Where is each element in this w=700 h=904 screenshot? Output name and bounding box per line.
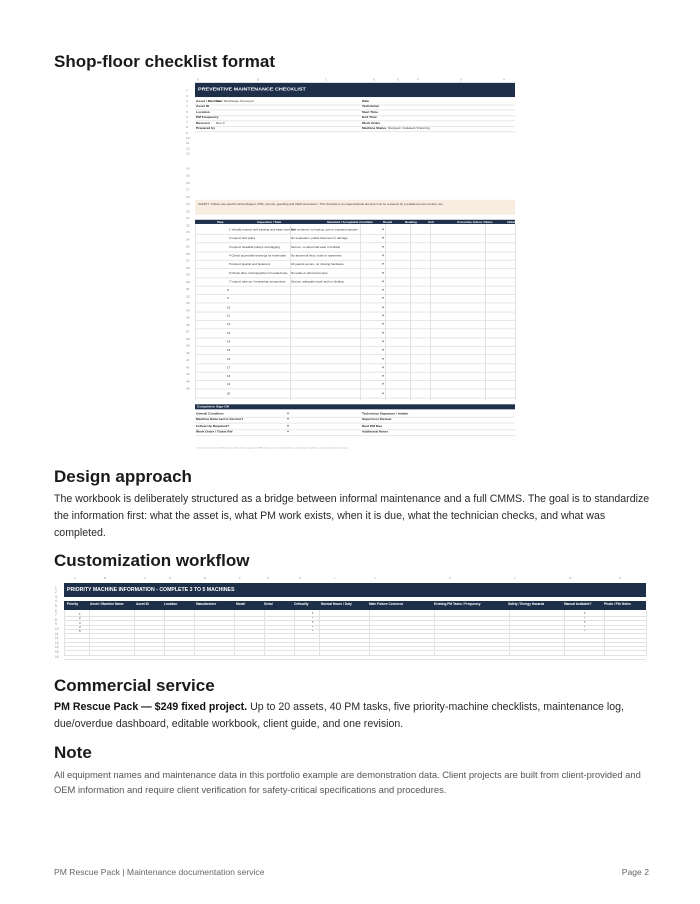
manual-dropdown-marker: ▾ xyxy=(584,628,586,633)
row-number: 39 xyxy=(186,344,190,348)
field-value: Main Discharge Conveyor xyxy=(216,99,254,103)
grid-column-line xyxy=(234,610,235,656)
result-dropdown-marker: ▾ xyxy=(382,373,385,378)
signoff-bar: Completion Sign-Off xyxy=(195,404,515,409)
column-letter: L xyxy=(514,576,516,580)
column-letter: F xyxy=(239,576,241,580)
column-letter: D xyxy=(169,576,172,580)
grid-column-line xyxy=(294,610,295,656)
field-label: Asset ID xyxy=(196,104,210,109)
task-text: 18 xyxy=(227,374,231,378)
grid-line xyxy=(64,615,646,620)
criticality-dropdown-marker: ▾ xyxy=(312,611,314,615)
row-number: 16 xyxy=(186,180,190,185)
grid-column-line xyxy=(194,610,195,656)
row-number: 6 xyxy=(186,115,188,119)
result-dropdown-marker: ▾ xyxy=(382,390,385,395)
row-number: 9 xyxy=(186,131,188,135)
signoff-dropdown-marker: ▾ xyxy=(287,423,290,428)
priority-header-cell: Photo / File Notes xyxy=(604,602,631,606)
row-number: 40 xyxy=(186,351,190,355)
row-number: 12 xyxy=(55,636,59,641)
task-text: 4 Check accessible bearings for heat/noise xyxy=(229,253,287,258)
criticality-dropdown-marker: ▾ xyxy=(312,628,314,633)
row-number: 6 xyxy=(55,608,57,613)
manual-dropdown-marker: ▾ xyxy=(584,619,586,624)
field-label: Revision xyxy=(196,120,210,125)
signoff-label: Work Order / Ticket Ref xyxy=(196,430,233,434)
grid-column-line xyxy=(485,225,486,400)
grid-line xyxy=(195,380,515,381)
task-text: 9 xyxy=(227,296,229,301)
column-letter: B xyxy=(104,576,107,580)
row-number: 30 xyxy=(186,280,190,284)
signoff-label: Overall Condition xyxy=(196,411,224,416)
criticality-dropdown-marker: ▾ xyxy=(312,623,314,628)
grid-column-line xyxy=(369,610,370,656)
grid-line xyxy=(195,320,515,321)
column-letter: M xyxy=(569,576,572,580)
row-number: 27 xyxy=(186,259,190,263)
result-dropdown-marker: ▾ xyxy=(382,321,385,327)
task-text: 2 Inspect belt splice xyxy=(229,236,256,241)
signoff-dropdown-marker: ▾ xyxy=(287,411,290,416)
task-header-cell: Unit xyxy=(428,220,434,224)
section-heading-shop-floor: Shop-floor checklist format xyxy=(54,52,276,71)
priority-number: 3 xyxy=(79,620,81,625)
column-letter: G xyxy=(460,77,463,82)
field-label: PM Frequency xyxy=(196,115,219,119)
grid-column-line xyxy=(290,225,291,400)
row-number: 3 xyxy=(55,594,57,599)
row-number: 7 xyxy=(186,120,188,124)
section-heading-note: Note xyxy=(54,743,92,762)
row-number: 33 xyxy=(186,301,190,305)
task-text: 10 xyxy=(227,305,231,309)
row-number: 11 xyxy=(186,141,190,145)
grid-line xyxy=(195,354,515,355)
row-numbers xyxy=(185,82,192,391)
priority-header-cell: Model xyxy=(236,602,246,606)
commercial-paragraph xyxy=(54,699,654,733)
field-label: Technician xyxy=(362,104,379,109)
safety-note: SAFETY: Follow site-specific lockout/tagout, PPE, permits, guarding and OEM procedures. This checklist is an organizational aid and must be reviewed by a qualified person before use. xyxy=(195,200,515,215)
column-letter: F xyxy=(417,77,419,82)
grid-line xyxy=(64,655,646,656)
result-dropdown-marker: ▾ xyxy=(382,382,385,387)
column-letter: C xyxy=(144,576,147,580)
column-letter: A xyxy=(197,77,200,82)
signoff-label: Supervisor Review xyxy=(362,417,392,422)
result-dropdown-marker: ▾ xyxy=(382,261,385,266)
note-paragraph: All equipment names and maintenance data in this portfolio example are demonstration data. Client projects are built from client-provided and OEM information and require client verification for safety-critical specifications and procedures. xyxy=(54,769,641,795)
task-text: 5 Inspect guards and fasteners xyxy=(229,262,271,266)
priority-number: 2 xyxy=(79,616,81,621)
task-standard: No separation, pulled fasteners or damage xyxy=(291,236,348,241)
grid-line xyxy=(195,131,515,132)
column-header-row xyxy=(185,77,515,82)
signoff-label: Machine Returned to Service? xyxy=(196,417,244,422)
result-dropdown-marker: ▾ xyxy=(382,253,385,258)
row-number: 42 xyxy=(186,365,190,369)
row-number: 41 xyxy=(186,358,190,362)
task-text: 20 xyxy=(227,391,231,395)
column-letter: C xyxy=(325,77,328,82)
grid-line xyxy=(64,620,646,621)
task-text: 1 Visually inspect belt tracking and edge condition xyxy=(229,228,296,232)
grid-column-line xyxy=(195,225,196,400)
grid-line xyxy=(195,435,515,436)
grid-line xyxy=(195,268,515,269)
row-number: 38 xyxy=(186,337,190,341)
commercial-text: Up to 20 assets, 40 PM tasks, five priority-machine checklists, maintenance log, due/overdue dashboard, editable workbook, client guide, and one revision. xyxy=(54,701,624,730)
field-label: Date xyxy=(362,99,370,103)
row-number: 7 xyxy=(55,613,57,618)
grid-line xyxy=(64,625,646,626)
row-number: 43 xyxy=(186,372,190,376)
task-text: 11 xyxy=(227,314,231,318)
result-dropdown-marker: ▾ xyxy=(382,227,385,232)
grid-line xyxy=(64,638,646,639)
grid-line xyxy=(195,115,515,116)
grid-line xyxy=(64,646,646,647)
result-dropdown-marker: ▾ xyxy=(382,270,385,275)
result-dropdown-marker: ▾ xyxy=(382,330,385,335)
grid-line xyxy=(195,260,515,261)
grid-column-line xyxy=(164,610,165,656)
row-number: 11 xyxy=(55,631,59,636)
task-text: 15 xyxy=(227,348,231,352)
grid-line xyxy=(64,659,646,660)
grid-column-line xyxy=(89,610,90,656)
checklist-sheet-image xyxy=(185,77,517,450)
row-number: 20 xyxy=(186,209,190,213)
result-dropdown-marker: ▾ xyxy=(382,304,385,309)
column-letter: H xyxy=(299,576,302,580)
grid-line xyxy=(195,363,515,364)
column-letter: N xyxy=(619,576,622,580)
grid-line xyxy=(195,243,515,244)
task-header-cell: Corrective Action / Notes xyxy=(457,220,493,224)
column-letter: E xyxy=(204,576,207,580)
row-number: 34 xyxy=(186,308,190,313)
row-number: 12 xyxy=(186,146,190,151)
signoff-label: Technician Signature / Initials xyxy=(362,411,409,416)
task-standard: Secure, adequate travel and no binding xyxy=(291,279,344,284)
grid-line xyxy=(195,346,515,347)
column-letter: I xyxy=(334,576,335,580)
field-label: Machine Status xyxy=(362,126,387,130)
task-header-row xyxy=(195,220,515,224)
column-letter: G xyxy=(267,576,270,580)
task-text: 12 xyxy=(227,322,231,327)
grid-line xyxy=(195,397,515,398)
field-label: Start Time xyxy=(362,110,379,114)
row-number: 5 xyxy=(55,604,57,608)
row-number: 4 xyxy=(55,599,57,604)
priority-sheet-image xyxy=(54,575,646,657)
row-number: 16 xyxy=(55,654,59,659)
priority-header-row xyxy=(64,601,646,610)
priority-header-cell: Asset / Machine Name xyxy=(90,602,124,606)
signoff-label: Additional Notes xyxy=(362,430,389,434)
priority-header-cell: Priority xyxy=(67,602,79,606)
section-heading-customization: Customization workflow xyxy=(54,551,250,570)
commercial-lead: PM Rescue Pack — $249 fixed project. xyxy=(54,701,248,713)
field-value: Rev 0 xyxy=(216,120,225,125)
grid-column-line xyxy=(385,225,386,400)
row-number: 3 xyxy=(186,99,188,103)
grid-column-line xyxy=(515,225,516,400)
row-number: 18 xyxy=(186,195,190,199)
row-number: 37 xyxy=(186,330,190,334)
result-dropdown-marker: ▾ xyxy=(382,364,385,370)
row-number: 22 xyxy=(186,223,190,227)
footer-left: PM Rescue Pack | Maintenance documentation service xyxy=(54,867,265,877)
row-number: 19 xyxy=(186,202,190,206)
grid-column-line xyxy=(434,610,435,656)
row-number: 13 xyxy=(186,152,190,156)
task-text: 17 xyxy=(227,365,231,370)
row-number: 2 xyxy=(55,590,57,595)
result-dropdown-marker: ▾ xyxy=(382,339,385,344)
grid-line xyxy=(195,251,515,252)
task-text: 7 Inspect take-up / tensioning components xyxy=(229,279,286,284)
grid-line xyxy=(195,337,515,338)
row-number: 17 xyxy=(186,188,190,192)
row-number: 25 xyxy=(186,244,190,249)
task-text: 16 xyxy=(227,357,231,361)
row-number: 26 xyxy=(186,251,190,256)
column-letter: E xyxy=(397,77,400,82)
row-number: 44 xyxy=(186,379,190,384)
criticality-dropdown-marker: ▾ xyxy=(312,615,314,620)
row-number: 1 xyxy=(186,88,188,93)
priority-number: 1 xyxy=(79,612,81,616)
priority-header-cell: Serial xyxy=(264,602,273,606)
priority-header-cell: Location xyxy=(164,602,178,606)
grid-column-line xyxy=(646,610,647,656)
task-text: 13 xyxy=(227,331,231,335)
row-number: 15 xyxy=(55,650,59,654)
row-number: 10 xyxy=(186,136,190,140)
priority-header-cell: Criticality xyxy=(294,602,309,606)
grid-line xyxy=(195,303,515,304)
field-label: Prepared by xyxy=(196,126,216,130)
column-header-row xyxy=(54,575,646,581)
result-dropdown-marker: ▾ xyxy=(382,244,385,249)
field-value: Stopped / Isolated / Running xyxy=(388,126,430,130)
row-number: 8 xyxy=(55,617,57,622)
grid-line xyxy=(195,423,515,424)
grid-column-line xyxy=(360,225,361,400)
row-number: 5 xyxy=(186,109,188,114)
field-label: End Time xyxy=(362,115,377,119)
row-number: 36 xyxy=(186,322,190,327)
result-dropdown-marker: ▾ xyxy=(382,347,385,352)
grid-line xyxy=(64,633,646,634)
task-text: 8 xyxy=(227,288,229,292)
result-dropdown-marker: ▾ xyxy=(382,296,385,301)
row-number: 24 xyxy=(186,237,190,242)
row-numbers xyxy=(54,581,61,657)
row-number: 10 xyxy=(55,627,59,631)
result-dropdown-marker: ▾ xyxy=(382,287,385,292)
column-letter: B xyxy=(257,77,260,82)
grid-line xyxy=(195,234,515,235)
task-header-cell: Standard / Acceptable Condition xyxy=(327,220,374,224)
row-number: 23 xyxy=(186,230,190,234)
sheet-footnote: Document control: Verify tasks and intervals against OEM manual, site requirements, operating conditions and maintenance history. xyxy=(197,446,348,450)
column-letter: A xyxy=(74,576,77,580)
column-letter: D xyxy=(373,77,376,82)
manual-dropdown-marker: ▾ xyxy=(584,615,586,620)
grid-line xyxy=(195,389,515,390)
task-standard: No leaks or abnormal noise xyxy=(291,271,328,275)
grid-line xyxy=(195,286,515,287)
grid-line xyxy=(195,429,515,430)
task-text: 6 Check drive motor/gearbox for leaks/noise xyxy=(229,271,288,275)
result-dropdown-marker: ▾ xyxy=(382,313,385,318)
priority-header-cell: Safety / Energy Hazards xyxy=(508,602,545,606)
priority-title-bar: PRIORITY MACHINE INFORMATION - COMPLETE 3 TO 5 MACHINES xyxy=(64,583,646,597)
row-number: 29 xyxy=(186,273,190,277)
grid-column-line xyxy=(64,610,65,656)
field-label: Work Order xyxy=(362,120,381,125)
grid-column-line xyxy=(319,610,320,656)
task-standard: All guards secure, no missing hardware xyxy=(291,262,344,266)
row-number: 2 xyxy=(186,94,188,98)
grid-line xyxy=(195,277,515,278)
priority-header-cell: Manufacturer xyxy=(196,602,217,606)
grid-column-line xyxy=(509,610,510,656)
grid-column-line xyxy=(410,225,411,400)
grid-line xyxy=(64,628,646,633)
priority-header-cell: Asset ID xyxy=(136,602,149,606)
grid-column-line xyxy=(134,610,135,656)
task-standard: No abnormal heat, noise or looseness xyxy=(291,253,342,258)
result-dropdown-marker: ▾ xyxy=(382,278,385,284)
row-number: 31 xyxy=(186,287,190,291)
task-header-cell: Initials xyxy=(507,220,517,224)
row-number: 1 xyxy=(55,585,57,590)
row-number: 8 xyxy=(186,125,188,130)
grid-line xyxy=(195,311,515,312)
grid-column-line xyxy=(264,610,265,656)
priority-header-cell: Manual Available? xyxy=(564,602,592,606)
signoff-dropdown-marker: ▾ xyxy=(287,429,290,434)
grid-line xyxy=(195,294,515,295)
row-number: 13 xyxy=(55,640,59,645)
page-number: Page 2 xyxy=(621,867,649,877)
manual-dropdown-marker: ▾ xyxy=(584,623,586,628)
priority-header-cell: Main Failure Concerns xyxy=(369,602,404,606)
signoff-label: Follow-Up Required? xyxy=(196,424,230,428)
task-text: 19 xyxy=(227,382,231,387)
grid-line xyxy=(195,372,515,373)
field-label: Location xyxy=(196,110,210,114)
design-paragraph: The workbook is deliberately structured as a bridge between informal maintenance and a full CMMS. The goal is to standardize the information first: what the asset is, what PM work exists, when it is due, what the technician checks, and what was completed. xyxy=(54,493,650,539)
section-heading-design: Design approach xyxy=(54,467,192,486)
grid-column-line xyxy=(564,610,565,656)
task-text: 3 Inspect head/tail pulleys and lagging xyxy=(229,245,280,249)
checklist-title-bar: PREVENTIVE MAINTENANCE CHECKLIST xyxy=(195,83,515,97)
priority-header-cell: Existing PM Tasks / Frequency xyxy=(434,602,481,606)
task-standard: Secure, no abnormal wear or buildup xyxy=(291,245,341,249)
row-number: 9 xyxy=(55,622,57,627)
grid-column-line xyxy=(430,225,431,400)
priority-header-cell: Normal Hours / Duty xyxy=(321,602,352,606)
row-number: 14 xyxy=(186,166,190,171)
manual-dropdown-marker: ▾ xyxy=(584,611,586,615)
task-header-cell: Reading xyxy=(405,220,417,224)
column-letter: K xyxy=(449,576,452,580)
task-header-cell: Inspection / Task xyxy=(257,220,282,224)
priority-number: 4 xyxy=(79,624,81,629)
row-number: 28 xyxy=(186,266,190,270)
result-dropdown-marker: ▾ xyxy=(382,235,385,241)
row-number: 14 xyxy=(55,645,59,650)
section-heading-commercial: Commercial service xyxy=(54,676,215,695)
grid-line xyxy=(64,642,646,643)
result-dropdown-marker: ▾ xyxy=(382,356,385,361)
row-number: 21 xyxy=(186,216,190,220)
priority-number: 5 xyxy=(79,629,81,634)
row-number: 4 xyxy=(186,104,188,109)
row-number: 15 xyxy=(186,173,190,178)
row-number: 32 xyxy=(186,294,190,298)
grid-column-line xyxy=(604,610,605,656)
grid-line xyxy=(64,650,646,651)
criticality-dropdown-marker: ▾ xyxy=(312,619,314,624)
column-letter: J xyxy=(374,576,376,580)
row-number: 45 xyxy=(186,386,190,391)
task-header-cell: Result xyxy=(383,220,393,224)
column-letter: H xyxy=(503,77,506,82)
signoff-dropdown-marker: ▾ xyxy=(287,417,290,422)
grid-line xyxy=(195,329,515,330)
task-header-cell: Step xyxy=(217,220,224,224)
signoff-label: Next PM Due xyxy=(362,424,383,428)
task-standard: Belt centered, no fraying, cuts or exposed carcass xyxy=(291,228,358,232)
row-number: 35 xyxy=(186,315,190,320)
task-text: 14 xyxy=(227,339,231,344)
field-label: Asset / Machine xyxy=(196,99,221,103)
